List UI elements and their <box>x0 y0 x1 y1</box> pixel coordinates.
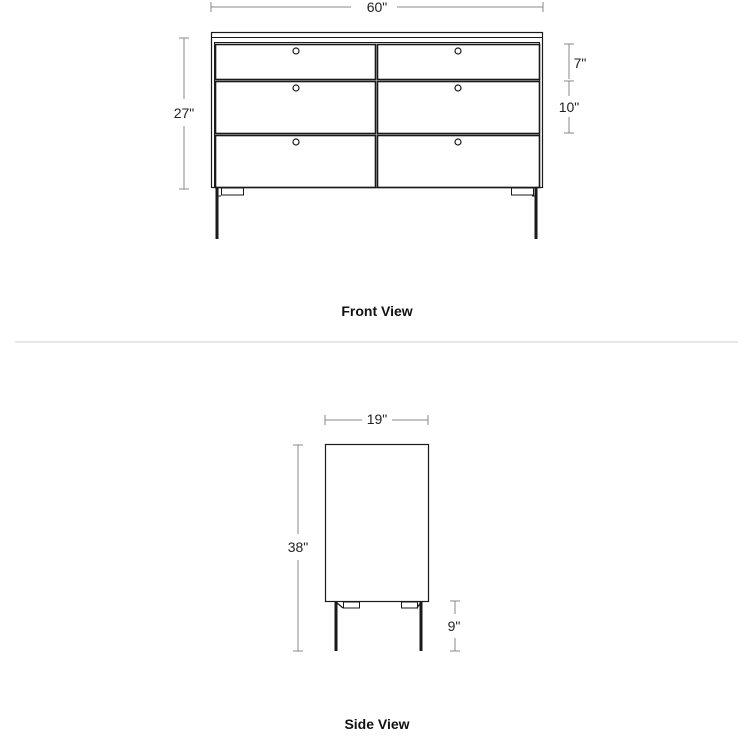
top-drawer-label: 7" <box>573 55 587 71</box>
drawer-middle-left <box>216 82 376 134</box>
drawer-height-dimensions <box>564 44 574 133</box>
front-view <box>174 0 587 319</box>
front-legs <box>217 188 536 239</box>
knob <box>455 85 461 91</box>
drawer-top-right <box>378 45 540 80</box>
knob <box>455 48 461 54</box>
side-leg-label: 9" <box>447 618 461 634</box>
drawer-bottom-right <box>378 136 540 188</box>
front-width-label: 60" <box>366 0 388 15</box>
drawer-middle-right <box>378 82 540 134</box>
knob <box>455 139 461 145</box>
side-dresser-body <box>326 445 429 602</box>
knob <box>293 48 299 54</box>
side-legs <box>336 602 421 651</box>
front-view-caption: Front View <box>341 303 413 319</box>
drawer-bottom-left <box>216 136 376 188</box>
drawer-top-left <box>216 45 376 80</box>
side-view <box>288 411 461 732</box>
side-height-label: 38" <box>287 539 309 555</box>
knob <box>293 139 299 145</box>
front-drawers <box>216 45 540 188</box>
side-depth-label: 19" <box>366 411 388 427</box>
side-view-caption: Side View <box>344 716 410 732</box>
knob <box>293 85 299 91</box>
front-height-label: 27" <box>173 105 195 121</box>
lower-drawer-label: 10" <box>558 99 580 115</box>
